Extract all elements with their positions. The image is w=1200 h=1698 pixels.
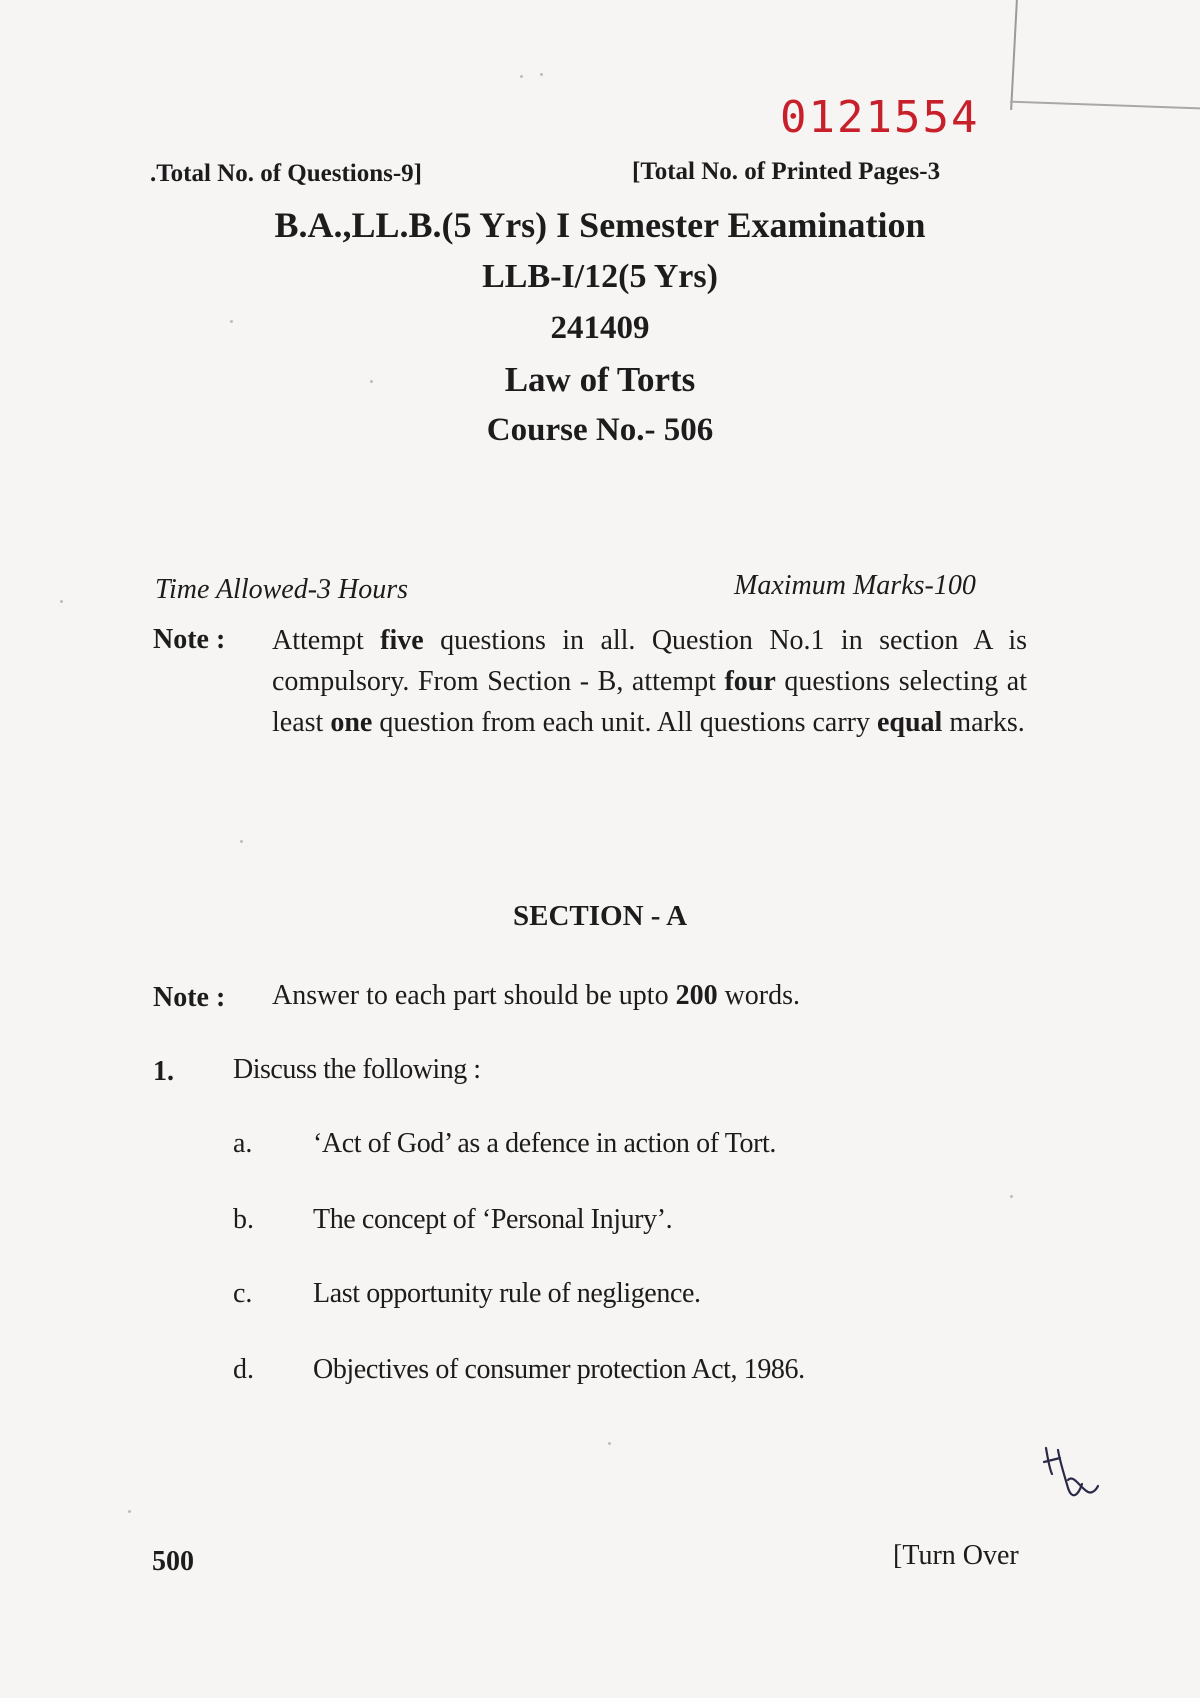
- item-text: The concept of ‘Personal Injury’.: [313, 1204, 673, 1235]
- section-note: Answer to each part should be upto 200 words.: [272, 980, 801, 1011]
- total-pages: [Total No. of Printed Pages-3: [632, 158, 941, 185]
- maximum-marks: Maximum Marks-100: [734, 570, 976, 601]
- handwritten-initials: [1040, 1440, 1100, 1510]
- note-label: Note :: [153, 624, 226, 655]
- paper-number: 241409: [550, 310, 650, 346]
- question-item: [233, 1204, 672, 1236]
- item-text: Last opportunity rule of negligence.: [313, 1278, 701, 1309]
- paper-code: LLB-I/12(5 Yrs): [482, 258, 718, 295]
- question-text: Discuss the following :: [233, 1054, 481, 1085]
- item-letter: c.: [233, 1278, 253, 1309]
- course-number: Course No.- 506: [486, 412, 714, 448]
- turn-over: [Turn Over: [893, 1540, 1019, 1571]
- speck: [608, 1442, 611, 1445]
- section-heading: SECTION - A: [512, 900, 688, 932]
- item-letter: d.: [233, 1354, 254, 1385]
- general-note: Attempt five questions in all. Question No.1 in section A is compulsory. From Section - B, attempt four questions selecting at least one question from each unit. All questions carry equal marks.: [272, 625, 1028, 738]
- total-questions: .Total No. of Questions-9]: [150, 160, 423, 187]
- question-item: [233, 1128, 776, 1160]
- question-number: 1.: [153, 1056, 174, 1087]
- page-edge-line: [1010, 101, 1200, 110]
- section-note-label: Note :: [153, 982, 226, 1013]
- question-item: [233, 1278, 701, 1310]
- page-edge-line: [1010, 0, 1018, 110]
- speck: [1010, 1195, 1013, 1198]
- time-allowed: Time Allowed-3 Hours: [155, 574, 409, 605]
- question-item: [233, 1354, 805, 1386]
- speck: [240, 840, 243, 843]
- speck: [128, 1510, 131, 1513]
- copies-count: 500: [152, 1546, 194, 1577]
- item-text: ‘Act of God’ as a defence in action of Tort.: [313, 1128, 776, 1159]
- exam-title: B.A.,LL.B.(5 Yrs) I Semester Examination: [274, 205, 926, 245]
- speck: [230, 320, 233, 323]
- speck: [370, 380, 373, 383]
- serial-number: 0121554: [780, 92, 980, 143]
- speck: [540, 73, 543, 76]
- item-letter: a.: [233, 1128, 253, 1159]
- speck: [60, 600, 63, 603]
- item-letter: b.: [233, 1204, 254, 1235]
- item-text: Objectives of consumer protection Act, 1986.: [313, 1354, 805, 1385]
- speck: [520, 75, 523, 78]
- subject-title: Law of Torts: [504, 360, 696, 399]
